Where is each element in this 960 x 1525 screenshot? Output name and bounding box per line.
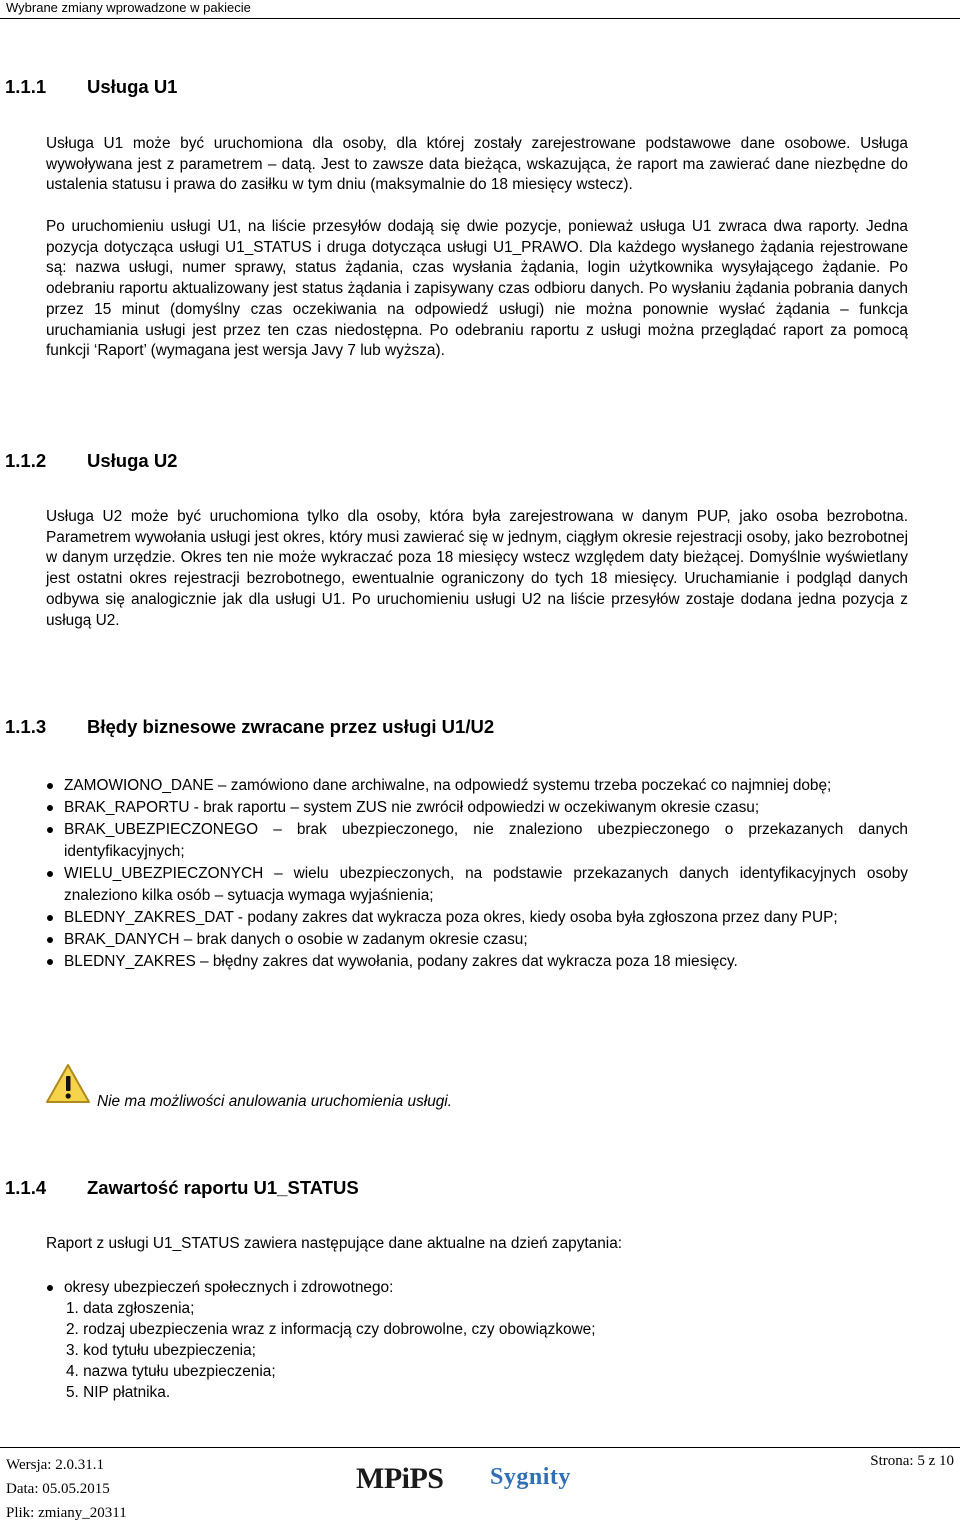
list-item: BRAK_UBEZPIECZONEGO – brak ubezpieczonego, nie znaleziono ubezpieczonego o przekazanych danych identyfikacyjnych; [46,819,908,863]
section-number: 1.1.1 [5,76,47,97]
sygnity-logo: Sygnity [490,1464,571,1490]
section-number: 1.1.3 [5,716,47,737]
section-heading-1-1-1 [5,76,177,98]
section-number: 1.1.4 [5,1177,47,1198]
list-item: BLEDNY_ZAKRES – błędny zakres dat wywołania, podany zakres dat wykracza poza 18 miesięcy. [46,951,908,973]
footer-divider [0,1447,960,1448]
section-paragraph: Usługa U2 może być uruchomiona tylko dla osoby, która była zarejestrowana w danym PUP, jako osoba bezrobotna. Parametrem wywołania usługi jest okres, który musi zawierać się w jednym, ciągłym okresie rejestracji osoby, jako bezrobotnej w danym urzędzie. Okres ten nie może wykraczać poza 18 miesięcy wstecz względem daty bieżącej. Domyślnie wyświetlany jest ostatni okres rejestracji bezrobotnego, ewentualnie ograniczony do tych 18 miesięcy. Uruchamianie i podgląd danych odbywa się analogicznie jak dla usługi U1. Po uruchomieniu usługi U2 na liście przesyłów zostaje dodana jedna pozycja z usługą U2. [46,508,908,629]
error-list [46,775,908,973]
list-item: BLEDNY_ZAKRES_DAT - podany zakres dat wykracza poza okres, kiedy osoba była zgłoszona przez dany PUP; [46,907,908,929]
list-item: ZAMOWIONO_DANE – zamówiono dane archiwalne, na odpowiedź systemu trzeba poczekać co najmniej dobę; [46,775,908,797]
header-title: Wybrane zmiany wprowadzone w pakiecie [6,0,251,15]
list-item: okresy ubezpieczeń społecznych i zdrowotnego: [46,1277,908,1299]
section-paragraph: Raport z usługi U1_STATUS zawiera następujące dane aktualne na dzień zapytania: [46,1235,623,1252]
section-paragraph: Po uruchomieniu usługi U1, na liście przesyłów dodają się dwie pozycje, ponieważ usługa U1 zwraca dwa raporty. Jedna pozycja dotycząca usługi U1_STATUS i druga dotycząca usługi U1_PRAWO. Dla każdego wysłanego żądania rejestrowane są: nazwa usługi, numer sprawy, status żądania, czas wysłania żądania, login użytkownika wysyłającego żądanie. Po odebraniu raportu aktualizowany jest status żądania i zapisywany czas odbioru danych. Po wysłaniu żądania pobrania danych przez 15 minut (domyślny czas oczekiwania na odpowiedź usługi) nie można ponownie wysłać żądania – funkcja uruchamiania usługi jest przez ten czas niedostępna. Po odebraniu raportu z usługi można przeglądać raport za pomocą funkcji ‘Raport’ (wymagana jest wersja Javy 7 lub wyższa). [46,218,908,360]
list-item: BRAK_DANYCH – brak danych o osobie w zadanym okresie czasu; [46,929,908,951]
section-title: Usługa U1 [87,76,178,97]
list-item: 4. nazwa tytułu ubezpieczenia; [66,1363,276,1380]
warning-note: Nie ma możliwości anulowania uruchomienia usługi. [97,1093,453,1110]
footer-date: Data: 05.05.2015 [6,1481,110,1497]
mpips-logo: MPiPS [356,1462,444,1495]
list-item: 3. kod tytułu ubezpieczenia; [66,1342,256,1359]
page-number: Strona: 5 z 10 [870,1453,954,1469]
section-title: Błędy biznesowe zwracane przez usługi U1/U2 [87,716,495,737]
warning-icon [45,1063,91,1105]
section-title: Zawartość raportu U1_STATUS [87,1177,359,1198]
list-item: BRAK_RAPORTU - brak raportu – system ZUS nie zwrócił odpowiedzi w oczekiwanym okresie czasu; [46,797,908,819]
section-number: 1.1.2 [5,450,47,471]
section-heading-1-1-2 [5,450,177,472]
footer-version: Wersja: 2.0.31.1 [6,1457,104,1473]
numbered-list [46,1298,596,1403]
list-item: WIELU_UBEZPIECZONYCH – wielu ubezpieczonych, na podstawie przekazanych danych identyfikacyjnych osoby znaleziono kilka osób – sytuacja wymaga wyjaśnienia; [46,863,908,907]
section-heading-1-1-3 [5,716,494,738]
footer-meta [6,1453,127,1525]
section-paragraph: Usługa U1 może być uruchomiona dla osoby, dla której zostały zarejestrowane podstawowe dane osobowe. Usługa wywoływana jest z parametrem – datą. Jest to zawsze data bieżąca, wskazująca, że raport ma zawierać dane niezbędne do ustalenia statusu i prawa do zasiłku w tym dniu (maksymalnie do 18 miesięcy wstecz). [46,135,908,194]
section-title: Usługa U2 [87,450,178,471]
page-header [0,0,960,19]
report-content-list [46,1277,908,1299]
list-item: 2. rodzaj ubezpieczenia wraz z informacją czy dobrowolne, czy obowiązkowe; [66,1321,596,1338]
footer-file: Plik: zmiany_20311 [6,1505,127,1521]
list-item: 1. data zgłoszenia; [66,1300,195,1317]
section-heading-1-1-4 [5,1177,359,1199]
list-item: 5. NIP płatnika. [66,1384,171,1401]
